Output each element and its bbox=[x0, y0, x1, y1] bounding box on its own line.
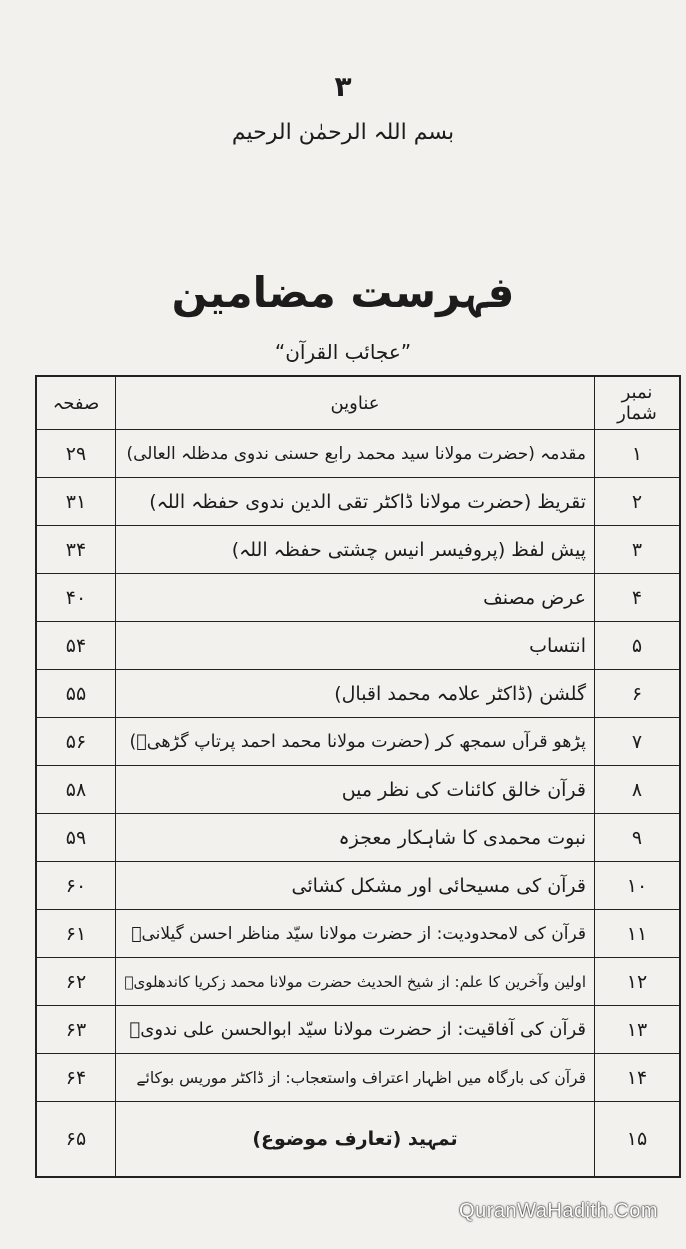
row-number: ۵ bbox=[595, 622, 681, 670]
row-title: انتساب bbox=[116, 622, 595, 670]
contents-table bbox=[35, 375, 681, 1178]
table-row bbox=[36, 430, 680, 478]
row-title: قرآن کی لامحدودیت: از حضرت مولانا سیّد مناظر احسن گیلانیؒ bbox=[116, 910, 595, 958]
table-row bbox=[36, 910, 680, 958]
row-number: ۴ bbox=[595, 574, 681, 622]
header-title: عناوین bbox=[116, 376, 595, 430]
table-row bbox=[36, 622, 680, 670]
row-title: اولین وآخرین کا علم: از شیخ الحدیث حضرت مولانا محمد زکریا کاندھلویؒ bbox=[116, 958, 595, 1006]
row-number: ۲ bbox=[595, 478, 681, 526]
row-title: مقدمہ (حضرت مولانا سید محمد رابع حسنی ندوی مدظلہ العالی) bbox=[116, 430, 595, 478]
table-row bbox=[36, 718, 680, 766]
row-title: پیش لفظ (پروفیسر انیس چشتی حفظہ اللہ) bbox=[116, 526, 595, 574]
table-row bbox=[36, 958, 680, 1006]
table-row bbox=[36, 1102, 680, 1178]
table-row bbox=[36, 478, 680, 526]
table-row bbox=[36, 814, 680, 862]
row-title: گلشن (ڈاکٹر علامہ محمد اقبال) bbox=[116, 670, 595, 718]
header-number: نمبر شمار bbox=[595, 376, 681, 430]
row-title: قرآن کی مسیحائی اور مشکل کشائی bbox=[116, 862, 595, 910]
row-number: ۱۳ bbox=[595, 1006, 681, 1054]
row-number: ۱۰ bbox=[595, 862, 681, 910]
table-row bbox=[36, 526, 680, 574]
row-number: ۹ bbox=[595, 814, 681, 862]
row-title: نبوت محمدی کا شاہکار معجزہ bbox=[116, 814, 595, 862]
row-number: ۸ bbox=[595, 766, 681, 814]
row-page: ۴۰ bbox=[36, 574, 116, 622]
page-title: فہرست مضامین bbox=[171, 268, 515, 317]
table-row bbox=[36, 862, 680, 910]
table-row bbox=[36, 670, 680, 718]
page-number: ۳ bbox=[334, 70, 352, 103]
row-page: ۵۵ bbox=[36, 670, 116, 718]
row-page: ۶۱ bbox=[36, 910, 116, 958]
table-row bbox=[36, 574, 680, 622]
row-title: قرآن کی آفاقیت: از حضرت مولانا سیّد ابوالحسن علی ندویؒ bbox=[116, 1006, 595, 1054]
header-page: صفحہ bbox=[36, 376, 116, 430]
row-title: قرآن خالق کائنات کی نظر میں bbox=[116, 766, 595, 814]
row-page: ۵۹ bbox=[36, 814, 116, 862]
row-page: ۳۴ bbox=[36, 526, 116, 574]
row-page: ۲۹ bbox=[36, 430, 116, 478]
row-title: پڑھو قرآں سمجھ کر (حضرت مولانا محمد احمد پرتاپ گڑھیؒ) bbox=[116, 718, 595, 766]
row-number: ۶ bbox=[595, 670, 681, 718]
row-number: ۱۴ bbox=[595, 1054, 681, 1102]
row-title: تمہید (تعارف موضوع) bbox=[116, 1102, 595, 1178]
row-title: عرض مصنف bbox=[116, 574, 595, 622]
row-page: ۵۴ bbox=[36, 622, 116, 670]
row-number: ۱۱ bbox=[595, 910, 681, 958]
table-row bbox=[36, 1006, 680, 1054]
header-row bbox=[36, 376, 680, 430]
row-number: ۳ bbox=[595, 526, 681, 574]
row-page: ۶۵ bbox=[36, 1102, 116, 1178]
site-watermark: QuranWaHadith.Com bbox=[459, 1200, 658, 1222]
row-title: تقریظ (حضرت مولانا ڈاکٹر تقی الدین ندوی حفظہ اللہ) bbox=[116, 478, 595, 526]
row-page: ۶۰ bbox=[36, 862, 116, 910]
book-subtitle: ”عجائب القرآن“ bbox=[274, 340, 412, 364]
row-page: ۶۳ bbox=[36, 1006, 116, 1054]
table-row bbox=[36, 766, 680, 814]
row-page: ۶۴ bbox=[36, 1054, 116, 1102]
bismillah: بسم اللہ الرحمٰن الرحیم bbox=[231, 120, 455, 145]
row-number: ۷ bbox=[595, 718, 681, 766]
row-page: ۵۸ bbox=[36, 766, 116, 814]
row-page: ۳۱ bbox=[36, 478, 116, 526]
row-page: ۵۶ bbox=[36, 718, 116, 766]
row-title: قرآن کی بارگاہ میں اظہار اعتراف واستعجاب: از ڈاکٹر موریس بوکائے bbox=[116, 1054, 595, 1102]
row-page: ۶۲ bbox=[36, 958, 116, 1006]
table-row bbox=[36, 1054, 680, 1102]
row-number: ۱۵ bbox=[595, 1102, 681, 1178]
row-number: ۱ bbox=[595, 430, 681, 478]
row-number: ۱۲ bbox=[595, 958, 681, 1006]
